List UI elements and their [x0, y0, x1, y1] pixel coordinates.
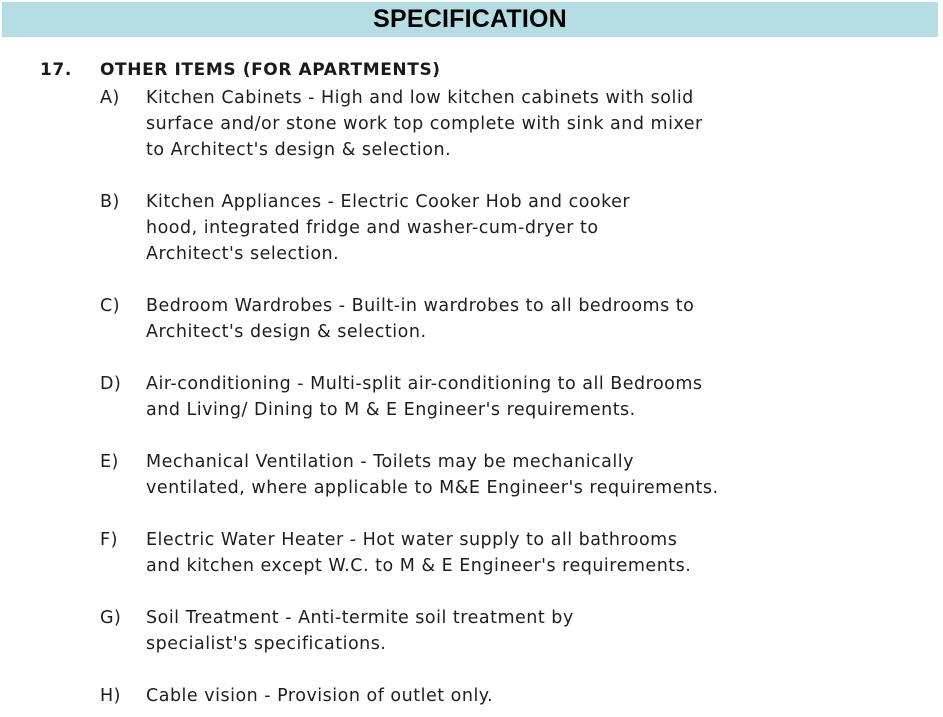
item-text: Soil Treatment - Anti-termite soil treatment by specialist's specifications. [146, 608, 574, 654]
list-item-a [100, 85, 920, 163]
list-item-f [100, 527, 920, 579]
item-text: Kitchen Cabinets - High and low kitchen cabinets with solid surface and/or stone work top complete with sink and mixer to Architect's design & selection. [146, 88, 703, 160]
list-item-b [100, 189, 920, 267]
item-text: Bedroom Wardrobes - Built-in wardrobes to all bedrooms to Architect's design & selection. [146, 296, 695, 342]
item-letter: H) [100, 686, 121, 706]
header-bar [2, 2, 938, 37]
item-letter: B) [100, 192, 120, 212]
list-item-c [100, 293, 920, 345]
item-letter: C) [100, 296, 121, 316]
item-letter: A) [100, 88, 120, 108]
item-text: Kitchen Appliances - Electric Cooker Hob and cooker hood, integrated fridge and washer-cum-dryer to Architect's selection. [146, 192, 631, 264]
item-letter: D) [100, 374, 122, 394]
list-item-d [100, 371, 920, 423]
list-item-g [100, 605, 920, 657]
section-other-items [40, 60, 920, 706]
item-letter: E) [100, 452, 119, 472]
section-number: 17. [40, 60, 72, 80]
section-heading [40, 60, 920, 84]
list-item-h [100, 683, 920, 709]
item-letter: G) [100, 608, 122, 628]
page-title: SPECIFICATION [373, 5, 567, 33]
item-text: Cable vision - Provision of outlet only. [146, 686, 494, 706]
item-text: Air-conditioning - Multi-split air-conditioning to all Bedrooms and Living/ Dining to M & E Engineer's requirements. [146, 374, 703, 420]
list-item-e [100, 449, 920, 501]
item-letter: F) [100, 530, 118, 550]
section-title: OTHER ITEMS (FOR APARTMENTS) [100, 60, 441, 80]
item-text: Electric Water Heater - Hot water supply to all bathrooms and kitchen except W.C. to M & E Engineer's requirements. [146, 530, 692, 576]
item-list [100, 85, 920, 709]
item-text: Mechanical Ventilation - Toilets may be mechanically ventilated, where applicable to M&E Engineer's requirements. [146, 452, 719, 498]
